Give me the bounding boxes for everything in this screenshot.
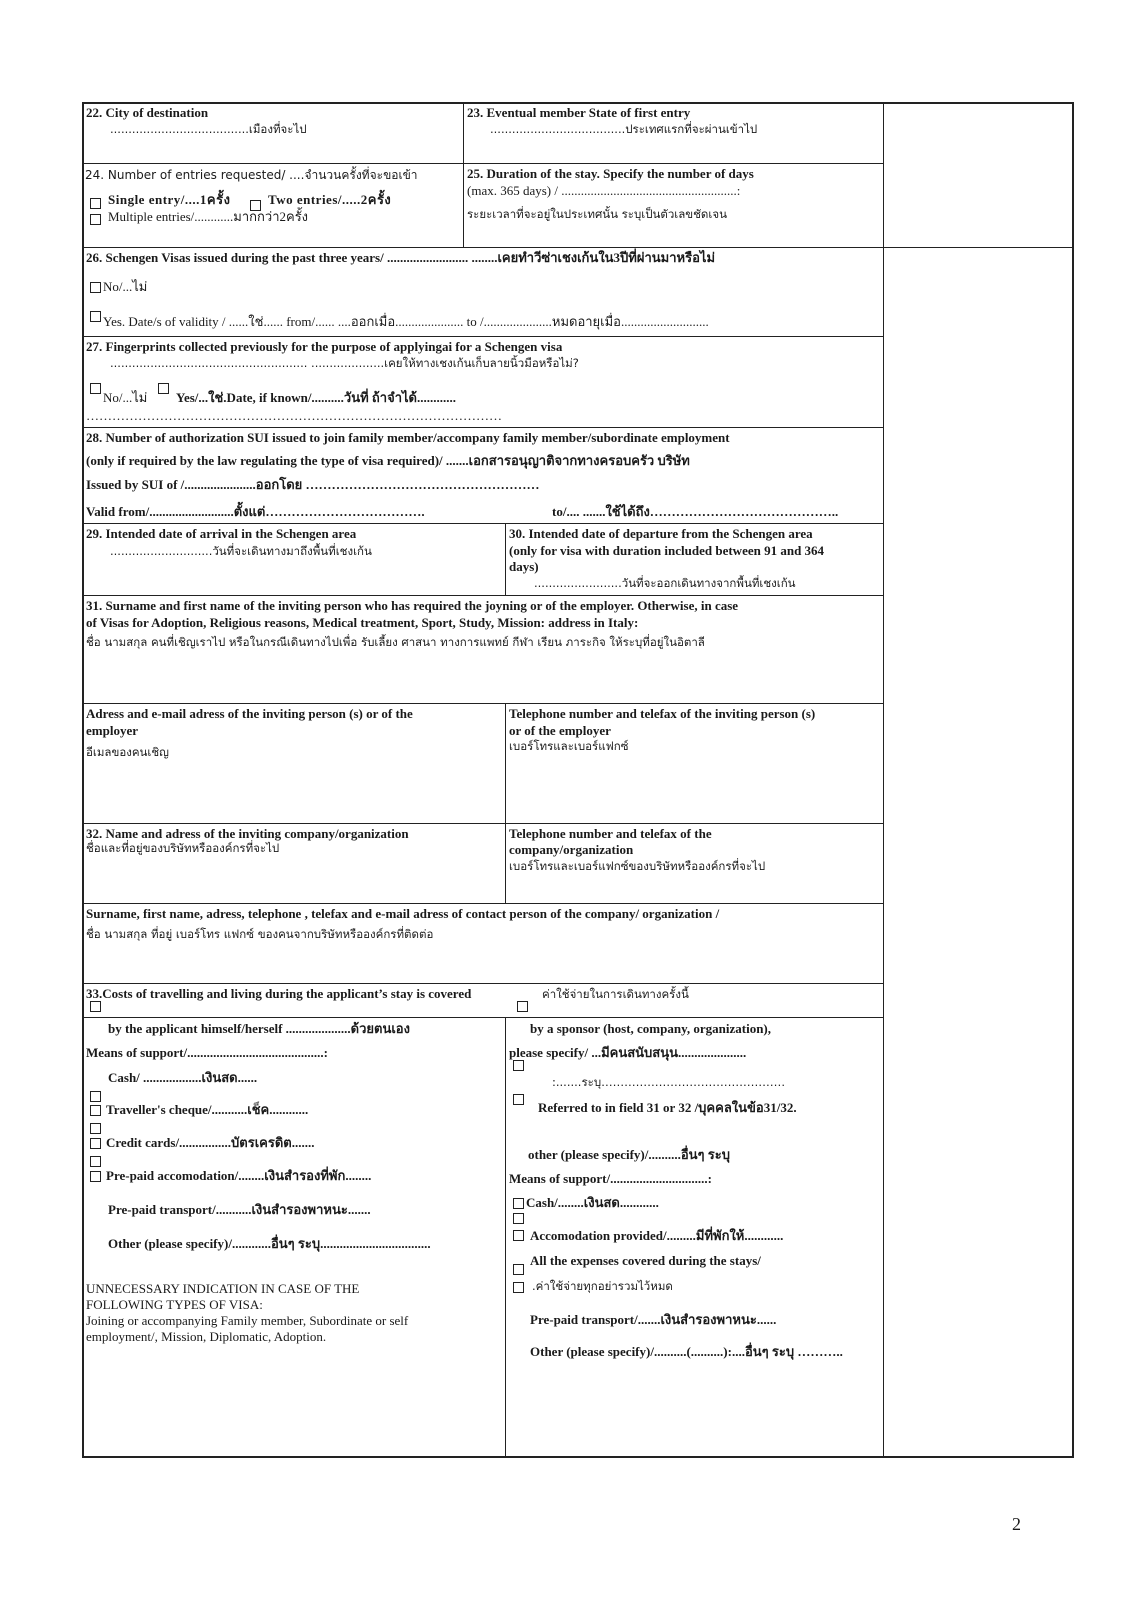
phone-thai: เบอร์โทรและเบอร์แฟกซ์ xyxy=(509,739,629,753)
costs-divider xyxy=(505,1017,506,1458)
address-title: Adress and e-mail adress of the inviting person (s) or of the xyxy=(86,706,413,721)
sponsor-checkbox[interactable] xyxy=(517,1001,528,1012)
applicant-checkbox[interactable] xyxy=(90,1001,101,1012)
field33-title-thai: ค่าใช้จ่ายในการเดินทางครั้งนี้ xyxy=(542,987,689,1001)
applicant-header: by the applicant himself/herself ....................ด้วยตนเอง xyxy=(108,1021,410,1036)
sponsor-means: Means of support/..............................: xyxy=(509,1171,712,1186)
referred-checkbox[interactable] xyxy=(513,1094,524,1105)
field24-title: 24. Number of entries requested/ ....จำนวนครั้งที่จะขอเข้า xyxy=(85,168,418,182)
credit-cards-checkbox[interactable] xyxy=(90,1138,101,1149)
field26-title: 26. Schengen Visas issued during the past three years/ ......................... ........เคยทำวีซ่าเชงเก้นใน3ปีที่ผ่านมาหรือไม่ xyxy=(86,250,716,265)
field26-no-checkbox[interactable] xyxy=(90,282,101,293)
rule-27 xyxy=(82,427,883,428)
field31-line2: of Visas for Adoption, Religious reasons, Medical treatment, Sport, Study, Mission: address in Italy: xyxy=(86,615,639,630)
sponsor-other2-label: Other (please specify)/..........(..........):....อื่นๆ ระบุ ……….. xyxy=(530,1344,843,1359)
sponsor-accom-checkbox[interactable] xyxy=(513,1230,524,1241)
field27-title: 27. Fingerprints collected previously for the purpose of applyingai for a Schengen visa xyxy=(86,339,563,354)
right-column-divider xyxy=(883,102,884,1458)
rule-contact xyxy=(82,983,883,984)
sponsor-header: by a sponsor (host, company, organization), xyxy=(530,1021,772,1036)
rule-32 xyxy=(82,903,883,904)
rule-33 xyxy=(82,1017,883,1018)
field27-yes-checkbox[interactable] xyxy=(158,383,169,394)
all-expenses-thai: .ค่าใช้จ่ายทุกอย่ารวมไว้หมด xyxy=(532,1279,673,1293)
rule-26 xyxy=(82,336,883,337)
field25-title: 25. Duration of the stay. Specify the number of days xyxy=(467,166,754,181)
sponsor-cash-label: Cash/........เงินสด............ xyxy=(526,1195,659,1210)
applicant-means: Means of support/..........................................: xyxy=(86,1045,328,1060)
sponsor-specify-checkbox[interactable] xyxy=(513,1060,524,1071)
transport-label: Pre-paid transport/...........เงินสำรองพาหนะ....... xyxy=(108,1202,371,1217)
multiple-entries-checkbox[interactable] xyxy=(90,214,101,225)
applicant-cash-checkbox[interactable] xyxy=(90,1091,101,1102)
address-thai: อีเมลของคนเชิญ xyxy=(86,745,169,759)
field25-thai: ระยะเวลาที่จะอยู่ในประเทศนั้น ระบุเป็นตัวเลขชัดเจน xyxy=(467,207,727,221)
field32-thai: ชื่อและที่อยู่ของบริษัทหรือองค์กรที่จะไป xyxy=(86,841,280,855)
phone-title2: or of the employer xyxy=(509,723,611,738)
rule-24 xyxy=(82,247,1074,248)
field23-input[interactable]: .....................................ประเทศแรกที่จะผ่านเข้าไป xyxy=(490,122,758,136)
sponsor-specify: please specify/ ...มีคนสนับสนุน..................... xyxy=(509,1045,747,1060)
sponsor-accom-label: Accomodation provided/.........มีที่พักให้............ xyxy=(530,1228,784,1243)
referred-label: Referred to in field 31 or 32 /บุคคลในข้อ31/32. xyxy=(538,1100,797,1115)
sponsor-accom-aux-checkbox[interactable] xyxy=(513,1213,524,1224)
field29-title: 29. Intended date of arrival in the Schengen area xyxy=(86,526,357,541)
sponsor-other-label: other (please specify)/..........อื่นๆ ระบุ xyxy=(528,1147,730,1162)
two-entries-label: Two entries/.....2ครั้ง xyxy=(268,192,392,207)
phone-title: Telephone number and telefax of the inviting person (s) xyxy=(509,706,816,721)
field27-no-checkbox[interactable] xyxy=(90,383,101,394)
field28-to[interactable]: to/.... .......ใช้ได้ถึง…………………………………….. xyxy=(552,504,839,519)
field30-title: 30. Intended date of departure from the Schengen area xyxy=(509,526,813,541)
field31-thai: ชื่อ นามสกุล คนที่เชิญเราไป หรือในกรณีเดินทางไปเพื่อ รับเลี้ยง ศาสนา ทางการแพทย์ กีฬา เรียน ภาระกิจ ให้ระบุที่อยู่ในอิตาลี xyxy=(86,635,705,649)
field25-days-input[interactable]: (max. 365 days) / ......................................................: xyxy=(467,183,741,198)
company-phone-thai: เบอร์โทรและเบอร์แฟกซ์ของบริษัทหรือองค์กรที่จะไป xyxy=(509,859,766,873)
field30-line3: days) xyxy=(509,559,539,574)
other-label: Other (please specify)/............อื่นๆ ระบุ.................................. xyxy=(108,1236,431,1251)
field31-title: 31. Surname and first name of the inviting person who has required the joyning or of the employer. Otherwise, in case xyxy=(86,598,739,613)
note-line1: UNNECESSARY INDICATION IN CASE OF THE xyxy=(86,1281,360,1296)
row29-divider xyxy=(505,523,506,595)
accomodation-aux-checkbox[interactable] xyxy=(90,1156,101,1167)
field30-line2: (only for visa with duration included between 91 and 364 xyxy=(509,543,825,558)
field26-yes-checkbox[interactable] xyxy=(90,311,101,322)
single-entry-label: Single entry/....1ครั้ง xyxy=(108,192,231,207)
field22-input[interactable]: ......................................เมืองที่จะไป xyxy=(110,122,307,136)
note-line2: FOLLOWING TYPES OF VISA: xyxy=(86,1297,263,1312)
sponsor-cash-checkbox[interactable] xyxy=(513,1198,524,1209)
contact-title: Surname, first name, adress, telephone , telefax and e-mail adress of contact person of the company/ organization / xyxy=(86,906,720,921)
row1-divider xyxy=(463,102,464,248)
field27-yes-label: Yes/...ใช่.Date, if known/..........วันที่ ถ้าจำได้............ xyxy=(176,390,457,405)
all-expenses-label: All the expenses covered during the stays/ xyxy=(530,1253,761,1268)
field28-issued[interactable]: Issued by SUI of /......................ออกโดย ……………………………………………… xyxy=(86,477,540,492)
field28-valid[interactable]: Valid from/..........................ตั้งแต่………………………………. xyxy=(86,504,425,519)
note-line3: Joining or accompanying Family member, Subordinate or self xyxy=(86,1313,409,1328)
all-expenses-aux-checkbox[interactable] xyxy=(513,1264,524,1275)
field28-line2: (only if required by the law regulating the type of visa required)/ .......เอกสารอนุญาติจากทางครอบครัว บริษัท xyxy=(86,453,690,468)
rule-29 xyxy=(82,595,883,596)
accomodation-checkbox[interactable] xyxy=(90,1171,101,1182)
field32-title: 32. Name and adress of the inviting company/organization xyxy=(86,826,409,841)
field29-input[interactable]: ............................วันที่จะเดินทางมาถึงพื้นที่เชงเก้น xyxy=(110,544,372,558)
page-number: 2 xyxy=(1012,1514,1021,1534)
company-phone-title2: company/organization xyxy=(509,842,634,857)
field26-no-label: No/...ไม่ xyxy=(103,279,148,294)
credit-cards-label: Credit cards/................บัตรเครดิต....... xyxy=(106,1135,315,1150)
rule-address xyxy=(82,823,883,824)
field22-title: 22. City of destination xyxy=(86,105,209,120)
address-title2: employer xyxy=(86,723,138,738)
multiple-entries-label: Multiple entries/............มากกว่า2ครั้ง xyxy=(108,209,309,224)
field30-input[interactable]: ........................วันที่จะออกเดินทางจากพื้นที่เชงเก้น xyxy=(534,576,796,590)
field23-title: 23. Eventual member State of first entry xyxy=(467,105,691,120)
applicant-cash-label: Cash/ ..................เงินสด...... xyxy=(108,1070,258,1085)
field27-line: ...................................................... ....................เคยให้ทางเชงเก้นเก็บลายนิ้วมือหรือไม่? xyxy=(110,356,579,370)
accomodation-label: Pre-paid accomodation/........เงินสำรองที่พัก........ xyxy=(106,1168,372,1183)
address-divider xyxy=(505,703,506,903)
field33-title: 33.Costs of travelling and living during the applicant’s stay is covered xyxy=(86,986,472,1001)
note-line4: employment/, Mission, Diplomatic, Adoption. xyxy=(86,1329,327,1344)
company-phone-title: Telephone number and telefax of the xyxy=(509,826,712,841)
field27-no-label: No/...ไม่ xyxy=(103,390,148,405)
all-expenses-checkbox[interactable] xyxy=(513,1282,524,1293)
field26-yes-label: Yes. Date/s of validity / ......ใช่...... from/...... ....ออกเมื่อ..................... to /.....................หมดอายุเมื่อ........................... xyxy=(103,314,709,329)
sponsor-transport-label: Pre-paid transport/.......เงินสำรองพาหนะ...... xyxy=(530,1312,777,1327)
rule-31 xyxy=(82,703,883,704)
rule-28 xyxy=(82,523,883,524)
contact-thai: ชื่อ นามสกุล ที่อยู่ เบอร์โทร แฟกซ์ ของคนจากบริษัทหรือองค์กรที่ติดต่อ xyxy=(86,927,434,941)
field28-title: 28. Number of authorization SUI issued to join family member/accompany family member/subordinate employment xyxy=(86,430,730,445)
single-entry-checkbox[interactable] xyxy=(90,198,101,209)
field27-dots[interactable]: …………………………………………………………………………………… xyxy=(86,408,502,423)
credit-cards-aux-checkbox[interactable] xyxy=(90,1123,101,1134)
cheque-checkbox[interactable] xyxy=(90,1105,101,1116)
rule-22 xyxy=(82,163,883,164)
cheque-label: Traveller's cheque/...........เช็ค............ xyxy=(106,1102,309,1117)
sponsor-specify-input[interactable]: :.......ระบุ………………………………………… xyxy=(552,1075,786,1089)
